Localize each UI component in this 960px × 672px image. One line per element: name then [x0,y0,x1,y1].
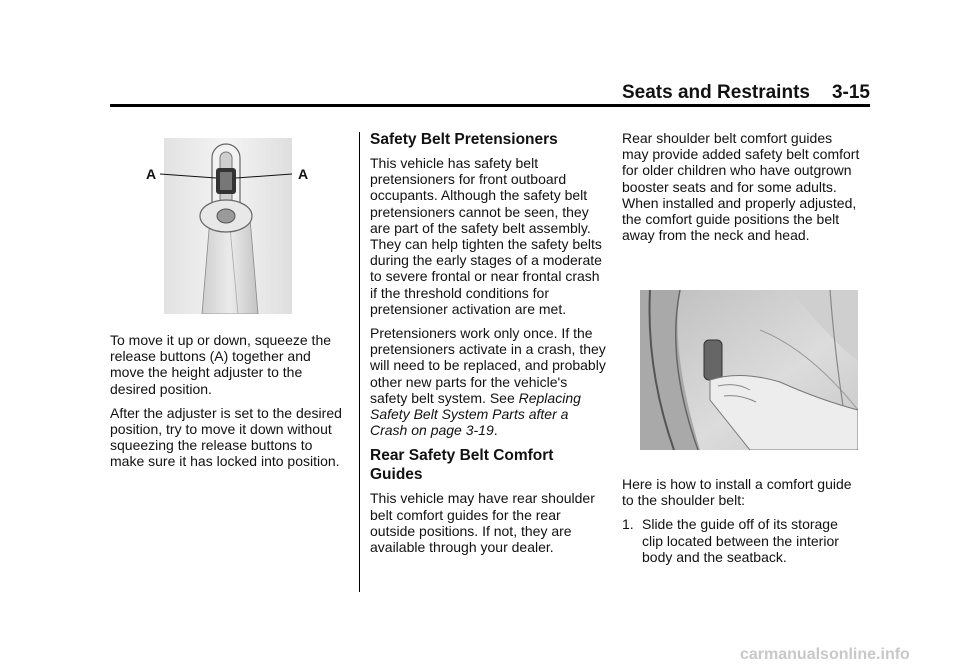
column-3 [622,130,862,251]
comfort-guides-heading: Rear Safety Belt Comfort Guides [370,447,554,484]
install-intro-paragraph: Here is how to install a comfort guide to the shoulder belt: [622,476,852,509]
pretensioners-heading: Safety Belt Pretensioners [370,131,558,148]
adjuster-paragraph-1: To move it up or down, squeeze the release buttons (A) together and move the height adjuster to the desired position. [110,332,332,397]
height-adjuster-illustration [140,138,330,314]
cross-reference-link[interactable]: Replacing Safety Belt System Parts after a Crash on page 3-19 [370,389,581,439]
column-3-lower [622,476,862,565]
callout-label-right: A [298,166,309,182]
callout-label-left: A [146,166,157,182]
pretensioners-paragraph-1: This vehicle has safety belt pretensioners for front outboard occupants. Although the safety belt pretensioners cannot be seen, they are part of the safety belt assembly. They can help tighten the safety belts during the early stages of a moderate to severe frontal or near frontal crash if the threshold conditions for pretensioner activation are met. [370,155,602,317]
pretensioners-paragraph-2 [370,325,608,438]
install-step-1 [622,516,862,565]
comfort-guides-paragraph: This vehicle may have rear shoulder belt comfort guides for the rear outside positions. If not, they are available through your dealer. [370,490,595,556]
step-text: Slide the guide off of its storage clip located between the interior body and the seatback. [642,516,839,565]
page-number: 3-15 [831,82,870,103]
watermark: carmanualsonline.info [740,646,910,663]
section-title: Seats and Restraints [622,82,810,103]
comfort-guide-benefit-paragraph: Rear shoulder belt comfort guides may provide added safety belt comfort for older children who have outgrown booster seats and for some adults. When installed and properly adjusted, the comfort guide positions the belt away from the neck and head. [622,130,860,244]
page-header [110,82,870,104]
column-divider [359,132,360,592]
comfort-guide-illustration [640,290,858,450]
adjuster-paragraph-2: After the adjuster is set to the desired position, try to move it down without squeezing the release buttons to make sure it has locked into position. [110,404,342,470]
column-2 [370,130,608,563]
header-rule [110,104,870,107]
pretensioners-paragraph-2-text: Pretensioners work only once. If the pretensioners activate in a crash, they will need to be replaced, and probably other new parts for the vehicle's safety belt system. See [370,325,606,406]
step-number: 1. [622,516,634,533]
column-1 [110,332,348,478]
pretensioners-paragraph-2-end: . [493,422,498,439]
